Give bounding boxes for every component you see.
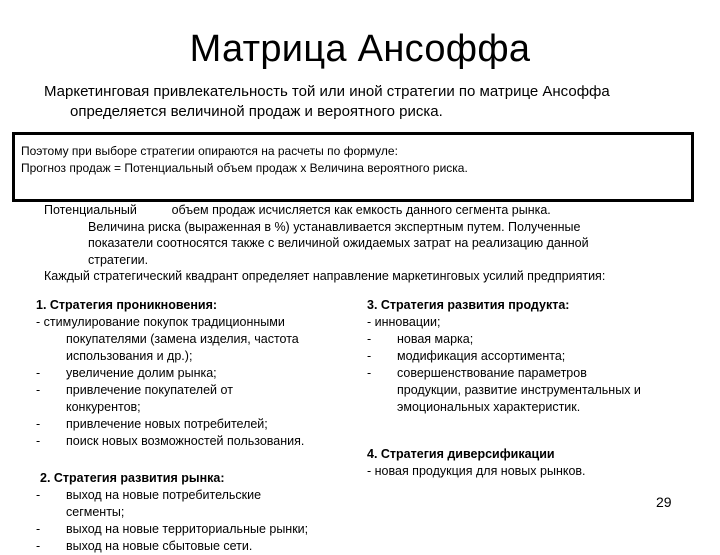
list-item-continuation: конкурентов; bbox=[66, 400, 141, 414]
list-item-continuation: сегменты; bbox=[66, 505, 125, 519]
formula-box-line: Поэтому при выборе стратегии опираются на расчеты по формуле: bbox=[21, 144, 398, 158]
right-column bbox=[367, 297, 687, 480]
page-number: 29 bbox=[656, 494, 672, 510]
list-item-text: увеличение долим рынка; bbox=[66, 366, 217, 380]
strategy-heading: 1. Стратегия проникновения: bbox=[36, 298, 218, 312]
bullet-dash: - bbox=[36, 539, 41, 553]
bullet-dash: - bbox=[367, 349, 372, 363]
list-item bbox=[36, 416, 356, 433]
list-item-text: модификация ассортимента; bbox=[397, 349, 566, 363]
bullet-dash: - bbox=[36, 434, 41, 448]
list-item bbox=[367, 348, 687, 365]
strategy-heading: 4. Стратегия диверсификации bbox=[367, 447, 555, 461]
bullet-dash: - bbox=[36, 417, 41, 431]
list-item-continuation: продукции, развитие инструментальных и bbox=[397, 383, 641, 397]
spacer bbox=[367, 416, 687, 446]
strategy-heading: 2. Стратегия развития рынка: bbox=[40, 471, 225, 485]
list-item bbox=[36, 433, 356, 450]
list-item-text: привлечение новых потребителей; bbox=[66, 417, 268, 431]
bullet-dash: - bbox=[36, 366, 41, 380]
strategy-heading: 3. Стратегия развития продукта: bbox=[367, 298, 570, 312]
list-item: - стимулирование покупок традиционными bbox=[36, 315, 285, 329]
left-column bbox=[36, 297, 356, 555]
explanation-paragraph bbox=[44, 202, 694, 285]
list-item-text: новая марка; bbox=[397, 332, 474, 346]
list-item-text: выход на новые сбытовые сети. bbox=[66, 539, 253, 553]
list-item bbox=[36, 521, 356, 538]
explanation-line: стратегии. bbox=[88, 252, 149, 267]
list-item bbox=[36, 487, 356, 504]
bullet-dash: - bbox=[367, 366, 372, 380]
bullet-dash: - bbox=[36, 522, 41, 536]
list-item bbox=[36, 365, 356, 382]
spacer bbox=[36, 450, 356, 470]
list-item-text: привлечение покупателей от bbox=[66, 383, 233, 397]
explanation-line: показатели соотносятся также с величиной ожидаемых затрат на реализацию данной bbox=[88, 236, 589, 250]
list-item: - инновации; bbox=[367, 315, 441, 329]
explanation-line: Величина риска (выраженная в %) устанавливается экспертным путем. Полученные bbox=[88, 219, 581, 234]
list-item bbox=[367, 331, 687, 348]
explanation-line: Каждый стратегический квадрант определяет направление маркетинговых усилий предприятия: bbox=[44, 269, 606, 283]
list-item-continuation: эмоциональных характеристик. bbox=[397, 400, 581, 414]
formula-box bbox=[12, 132, 694, 202]
list-item-continuation: использования и др.); bbox=[66, 349, 193, 363]
intro-line: Маркетинговая привлекательность той или иной стратегии по матрице Ансоффа bbox=[44, 83, 610, 100]
list-item bbox=[36, 382, 356, 399]
list-item-text: совершенствование параметров bbox=[397, 366, 587, 380]
bullet-dash: - bbox=[36, 383, 41, 397]
list-item-continuation: покупателями (замена изделия, частота bbox=[66, 332, 299, 346]
list-item: - новая продукция для новых рынков. bbox=[367, 464, 586, 478]
slide-title: Матрица Ансоффа bbox=[189, 28, 531, 70]
explanation-line: Потенциальный объем продаж исчисляется как емкость данного сегмента рынка. bbox=[44, 203, 551, 217]
list-item-text: выход на новые потребительские bbox=[66, 488, 262, 502]
list-item-text: выход на новые территориальные рынки; bbox=[66, 522, 309, 536]
bullet-dash: - bbox=[36, 488, 41, 502]
formula-box-line: Прогноз продаж = Потенциальный объем продаж х Величина вероятного риска. bbox=[21, 161, 468, 175]
list-item-text: поиск новых возможностей пользования. bbox=[66, 434, 305, 448]
list-item bbox=[367, 365, 687, 382]
intro-paragraph bbox=[44, 82, 684, 122]
list-item bbox=[36, 538, 356, 555]
bullet-dash: - bbox=[367, 332, 372, 346]
intro-line: определяется величиной продаж и вероятного риска. bbox=[70, 103, 443, 120]
